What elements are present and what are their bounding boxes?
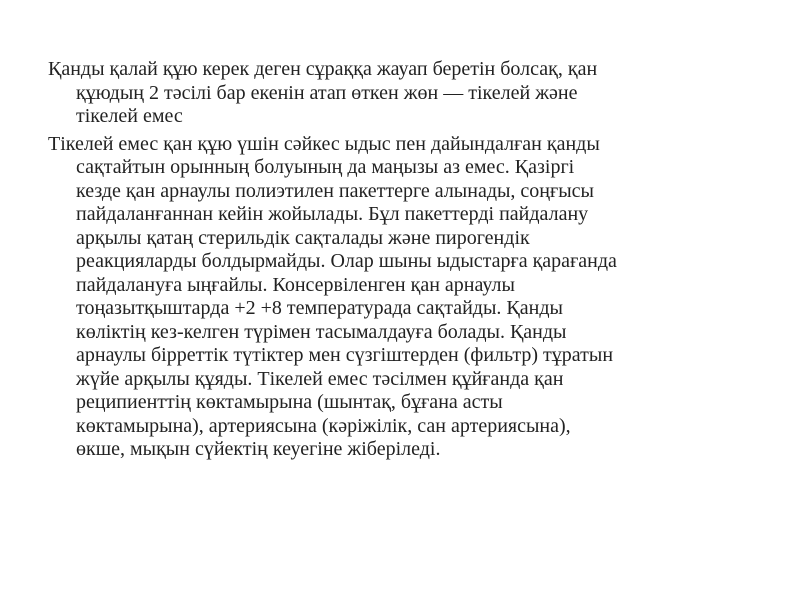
paragraph-indirect-transfusion: Тікелей емес қан құю үшін сәйкес ыдыс пен дайындалған қанды сақтайтын орынның болуының да маңызы аз емес. Қазіргі кезде қан арнаулы полиэтилен пакеттерге алынады, соңғысы пайдаланғаннан кейін жойылады. Бұл пакеттерді пайдалану арқылы қатаң стерильдік сақталады және пирогендік реакцияларды болдырмайды. Олар шыны ыдыстарға қарағанда пайдалануға ыңғайлы. Консервіленген қан арнаулы тоңазытқыштарда +2 +8 температурада сақтайды. Қанды көліктің кез-келген түрімен тасымалдауға болады. Қанды арнаулы бірреттік түтіктер мен сүзгіштерден (фильтр) тұратын жүйе арқылы құяды. Тікелей емес тәсілмен құйғанда қан реципиенттің көктамырына (шынтақ, бұғана асты көктамырына), артериясына (кәріжілік, сан артериясына), өкше, мықын сүйектің кеуегіне жіберіледі. [48, 132, 617, 460]
paragraph-intro: Қанды қалай құю керек деген сұраққа жауап беретін болсақ, қан құюдың 2 тәсілі бар екенін атап өткен жөн — тікелей және тікелей емес [48, 58, 598, 127]
